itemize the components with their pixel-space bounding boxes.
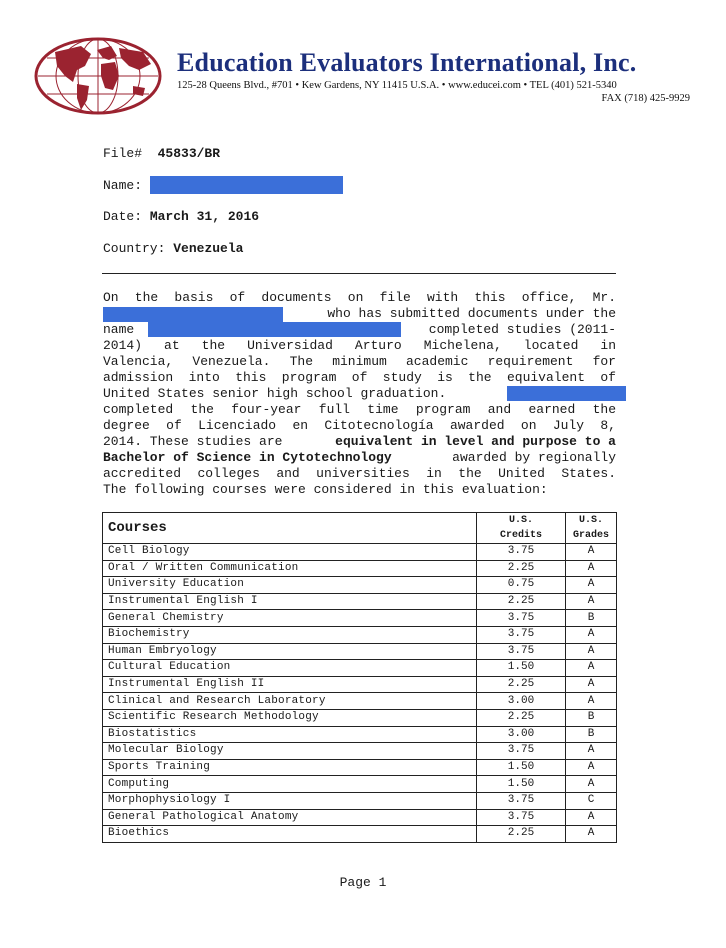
credits-header <box>477 513 566 544</box>
para-text: name <box>103 322 135 337</box>
course-credits: 3.75 <box>477 792 566 809</box>
grades-header-line1: U.S. <box>578 515 603 526</box>
para-line <box>103 450 616 466</box>
course-name: Bioethics <box>103 826 477 843</box>
redaction-alias <box>148 322 401 337</box>
course-name: Morphophysiology I <box>103 792 477 809</box>
course-name: Computing <box>103 776 477 793</box>
course-credits: 2.25 <box>477 709 566 726</box>
para-line: degree of Licenciado en Citotecnología awarded on July 8, <box>103 418 616 433</box>
date-field <box>103 209 259 224</box>
course-grade: A <box>566 776 617 793</box>
course-grade: A <box>566 676 617 693</box>
para-line: On the basis of documents on file with this office, Mr. <box>103 290 616 305</box>
country-field <box>103 241 243 256</box>
globe-logo-icon <box>33 36 163 116</box>
course-name: Biostatistics <box>103 726 477 743</box>
date-label: Date: <box>103 209 143 224</box>
name-field <box>103 178 142 193</box>
table-header-row <box>103 513 617 544</box>
course-name: General Chemistry <box>103 610 477 627</box>
course-name: Instrumental English II <box>103 676 477 693</box>
courses-table <box>102 512 617 843</box>
file-number <box>103 146 220 161</box>
table-row <box>103 626 617 643</box>
table-row <box>103 809 617 826</box>
course-credits: 2.25 <box>477 676 566 693</box>
course-credits: 0.75 <box>477 577 566 594</box>
course-grade: A <box>566 560 617 577</box>
company-fax: FAX (718) 425-9929 <box>601 93 690 104</box>
para-line <box>103 434 616 450</box>
table-row <box>103 560 617 577</box>
para-line: 2014) at the Universidad Arturo Michelena, located in <box>103 338 616 353</box>
course-name: General Pathological Anatomy <box>103 809 477 826</box>
course-grade: A <box>566 693 617 710</box>
file-value: 45833/BR <box>157 146 221 161</box>
divider <box>102 273 616 274</box>
table-row <box>103 593 617 610</box>
para-text: 2014. These studies are <box>103 434 283 449</box>
grades-header-line2: Grades <box>572 530 609 541</box>
para-line: The following courses were considered in this evaluation: <box>103 482 548 497</box>
course-credits: 1.50 <box>477 660 566 677</box>
para-text: completed studies (2011- <box>428 322 616 337</box>
course-grade: C <box>566 792 617 809</box>
course-credits: 2.25 <box>477 826 566 843</box>
course-credits: 1.50 <box>477 759 566 776</box>
course-grade: B <box>566 610 617 627</box>
course-grade: B <box>566 726 617 743</box>
course-name: Biochemistry <box>103 626 477 643</box>
table-row <box>103 660 617 677</box>
course-grade: A <box>566 544 617 561</box>
para-line: accredited colleges and universities in the United States. <box>103 466 616 481</box>
country-value: Venezuela <box>173 241 244 256</box>
course-credits: 3.75 <box>477 809 566 826</box>
table-row <box>103 693 617 710</box>
credits-header-line2: Credits <box>499 530 542 541</box>
course-name: Instrumental English I <box>103 593 477 610</box>
table-row <box>103 577 617 594</box>
course-grade: A <box>566 643 617 660</box>
table-row <box>103 776 617 793</box>
course-name: Clinical and Research Laboratory <box>103 693 477 710</box>
course-credits: 2.25 <box>477 560 566 577</box>
course-name: Cultural Education <box>103 660 477 677</box>
courses-header: Courses <box>103 513 477 544</box>
course-name: Sports Training <box>103 759 477 776</box>
course-grade: B <box>566 709 617 726</box>
course-name: Human Embryology <box>103 643 477 660</box>
course-name: Cell Biology <box>103 544 477 561</box>
redaction-name <box>150 176 343 194</box>
course-credits: 3.75 <box>477 544 566 561</box>
course-name: University Education <box>103 577 477 594</box>
course-grade: A <box>566 593 617 610</box>
table-row <box>103 544 617 561</box>
date-value: March 31, 2016 <box>149 209 260 224</box>
table-row <box>103 792 617 809</box>
para-line: admission into this program of study is the equivalent of <box>103 370 616 385</box>
country-label: Country: <box>103 241 166 256</box>
credits-header-line1: U.S. <box>508 515 533 526</box>
course-credits: 3.75 <box>477 626 566 643</box>
para-line: completed the four-year full time program and earned the <box>103 402 616 417</box>
course-grade: A <box>566 759 617 776</box>
company-name: Education Evaluators International, Inc. <box>177 48 637 77</box>
table-row <box>103 643 617 660</box>
course-credits: 1.50 <box>477 776 566 793</box>
name-label: Name: <box>103 178 143 193</box>
page-number: Page 1 <box>339 875 387 890</box>
course-credits: 3.75 <box>477 643 566 660</box>
course-grade: A <box>566 660 617 677</box>
course-grade: A <box>566 577 617 594</box>
para-text-bold: Bachelor of Science in Cytotechnology <box>103 450 392 465</box>
table-row <box>103 743 617 760</box>
course-grade: A <box>566 809 617 826</box>
table-row <box>103 709 617 726</box>
table-row <box>103 759 617 776</box>
table-row <box>103 826 617 843</box>
para-line: Valencia, Venezuela. The minimum academic requirement for <box>103 354 616 369</box>
table-row <box>103 676 617 693</box>
para-text-bold: equivalent in level and purpose to a <box>335 434 616 449</box>
para-line: United States senior high school graduation. <box>103 386 447 401</box>
course-credits: 2.25 <box>477 593 566 610</box>
course-name: Scientific Research Methodology <box>103 709 477 726</box>
company-address: 125-28 Queens Blvd., #701 • Kew Gardens, NY 11415 U.S.A. • www.educei.com • TEL (401) 521-5340 <box>177 80 617 91</box>
course-name: Oral / Written Communication <box>103 560 477 577</box>
file-label: File# <box>103 146 143 161</box>
course-credits: 3.00 <box>477 693 566 710</box>
grades-header <box>566 513 617 544</box>
course-name: Molecular Biology <box>103 743 477 760</box>
redaction-applicant <box>103 307 283 322</box>
course-credits: 3.00 <box>477 726 566 743</box>
course-credits: 3.75 <box>477 743 566 760</box>
para-text: awarded by regionally <box>452 450 616 465</box>
table-row <box>103 726 617 743</box>
course-grade: A <box>566 626 617 643</box>
redaction-name-2 <box>507 386 626 401</box>
table-row <box>103 610 617 627</box>
course-grade: A <box>566 826 617 843</box>
course-grade: A <box>566 743 617 760</box>
para-line: who has submitted documents under the <box>327 306 616 321</box>
course-credits: 3.75 <box>477 610 566 627</box>
